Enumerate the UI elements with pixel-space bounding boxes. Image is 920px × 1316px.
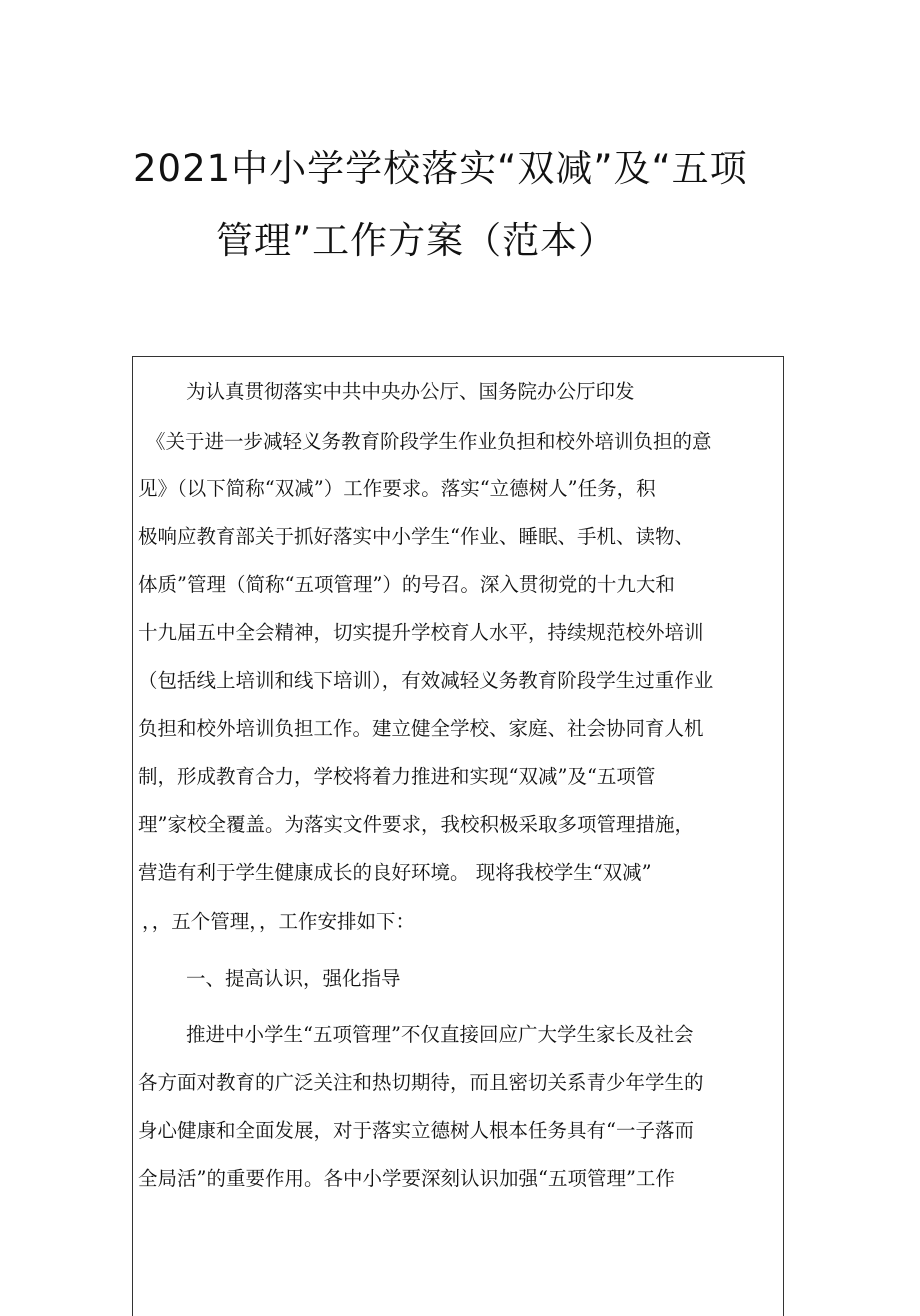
body-line-3: 见》（以下简称“双减”）工作要求。落实“立德树人”任务，积 bbox=[138, 477, 656, 500]
document-title-line-1: 2021中小学学校落实“双减”及“五项 bbox=[133, 147, 748, 190]
body-line-11: 营造有利于学生健康成长的良好环境。 现将我校学生“双减” bbox=[138, 861, 652, 884]
body-line-14: 各方面对教育的广泛关注和热切期待，而且密切关系青少年学生的 bbox=[138, 1071, 704, 1094]
document-title-line-2: 管理”工作方案（范本） bbox=[216, 219, 617, 262]
body-line-10: 理”家校全覆盖。为落实文件要求，我校积极采取多项管理措施， bbox=[138, 813, 694, 836]
body-line-13: 推进中小学生“五项管理”不仅直接回应广大学生家长及社会 bbox=[186, 1023, 694, 1046]
body-line-4: 极响应教育部关于抓好落实中小学生“作业、睡眠、手机、读物、 bbox=[138, 525, 694, 548]
body-line-8: 负担和校外培训负担工作。建立健全学校、家庭、社会协同育人机 bbox=[138, 717, 704, 740]
body-line-12: ，，五个管理，，工作安排如下： bbox=[142, 910, 416, 933]
body-line-15: 身心健康和全面发展，对于落实立德树人根本任务具有“一子落而 bbox=[138, 1119, 694, 1142]
body-line-2: 《关于进一步减轻义务教育阶段学生作业负担和校外培训负担的意 bbox=[146, 430, 712, 453]
body-line-6: 十九届五中全会精神，切实提升学校育人水平，持续规范校外培训 bbox=[138, 621, 704, 644]
section-heading-1: 一、提高认识，强化指导 bbox=[186, 967, 401, 990]
body-line-16: 全局活”的重要作用。各中小学要深刻认识加强“五项管理”工作 bbox=[138, 1167, 675, 1190]
body-line-9: 制，形成教育合力，学校将着力推进和实现“双减”及“五项管 bbox=[138, 765, 656, 788]
body-line-7: （包括线上培训和线下培训），有效减轻义务教育阶段学生过重作业 bbox=[138, 669, 714, 692]
body-line-5: 体质”管理（简称“五项管理”）的号召。深入贯彻党的十九大和 bbox=[138, 573, 675, 596]
body-line-1: 为认真贯彻落实中共中央办公厅、国务院办公厅印发 bbox=[186, 380, 635, 403]
